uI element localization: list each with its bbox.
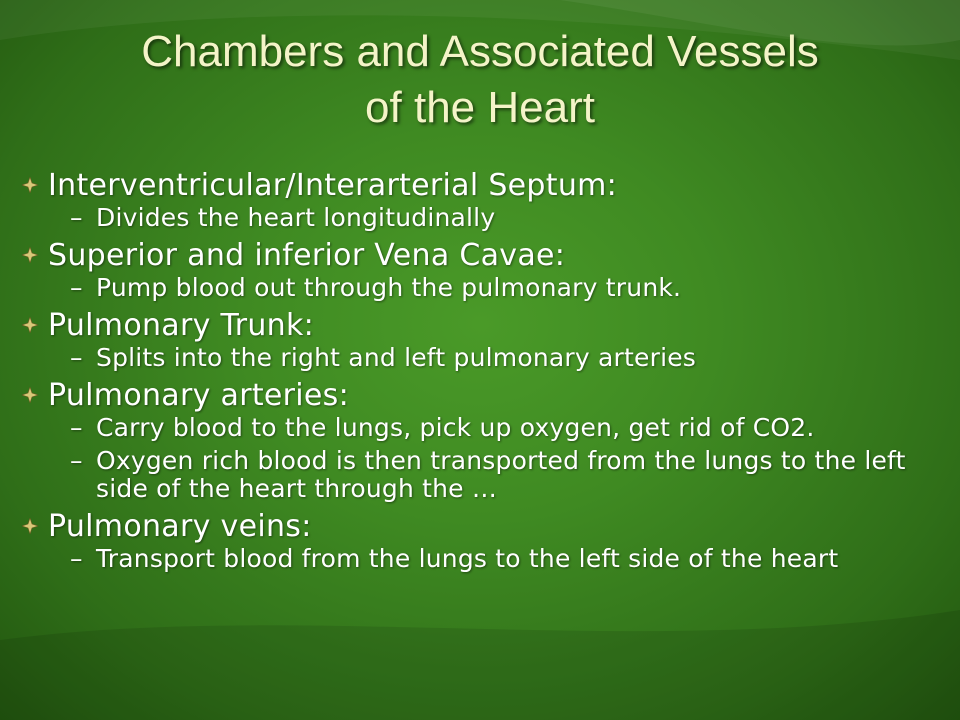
sub-text: Splits into the right and left pulmonary arteries bbox=[96, 343, 697, 372]
sub-text: Divides the heart longitudinally bbox=[96, 203, 496, 232]
four-point-star-bullet-icon bbox=[22, 317, 38, 333]
sub-item bbox=[70, 274, 950, 302]
bullet-item bbox=[20, 378, 950, 503]
dash-marker: – bbox=[70, 203, 83, 232]
slide-title-line-1: Chambers and Associated Vessels bbox=[141, 27, 819, 76]
sub-text: Pump blood out through the pulmonary trunk. bbox=[96, 273, 682, 302]
bullet-item bbox=[20, 238, 950, 302]
bullet-item bbox=[20, 308, 950, 372]
sub-item bbox=[70, 447, 950, 503]
sub-list bbox=[48, 344, 950, 372]
sub-item bbox=[70, 545, 950, 573]
dash-marker: – bbox=[70, 343, 83, 372]
four-point-star-bullet-icon bbox=[22, 518, 38, 534]
bullet-heading: Interventricular/Interarterial Septum: bbox=[48, 168, 618, 203]
bullet-heading: Pulmonary Trunk: bbox=[48, 308, 315, 343]
sub-text: Transport blood from the lungs to the left side of the heart bbox=[96, 544, 839, 573]
bullet-item bbox=[20, 168, 950, 232]
sub-item bbox=[70, 344, 950, 372]
dash-marker: – bbox=[70, 544, 83, 573]
sub-item bbox=[70, 414, 950, 442]
dash-marker: – bbox=[70, 413, 83, 442]
dash-marker: – bbox=[70, 446, 83, 475]
bullet-heading: Pulmonary veins: bbox=[48, 509, 312, 544]
sub-list bbox=[48, 204, 950, 232]
sub-text: Oxygen rich blood is then transported from the lungs to the left side of the heart through the … bbox=[96, 446, 906, 503]
dash-marker: – bbox=[70, 273, 83, 302]
bullet-heading: Pulmonary arteries: bbox=[48, 378, 350, 413]
four-point-star-bullet-icon bbox=[22, 177, 38, 193]
sub-list bbox=[48, 545, 950, 573]
sub-list bbox=[48, 274, 950, 302]
bullet-list bbox=[20, 168, 950, 579]
sub-item bbox=[70, 204, 950, 232]
bullet-item bbox=[20, 509, 950, 573]
bullet-heading: Superior and inferior Vena Cavae: bbox=[48, 238, 566, 273]
slide-title bbox=[0, 24, 960, 136]
four-point-star-bullet-icon bbox=[22, 247, 38, 263]
slide-title-line-2: of the Heart bbox=[365, 83, 595, 132]
sub-text: Carry blood to the lungs, pick up oxygen, get rid of CO2. bbox=[96, 413, 815, 442]
four-point-star-bullet-icon bbox=[22, 387, 38, 403]
sub-list bbox=[48, 414, 950, 503]
